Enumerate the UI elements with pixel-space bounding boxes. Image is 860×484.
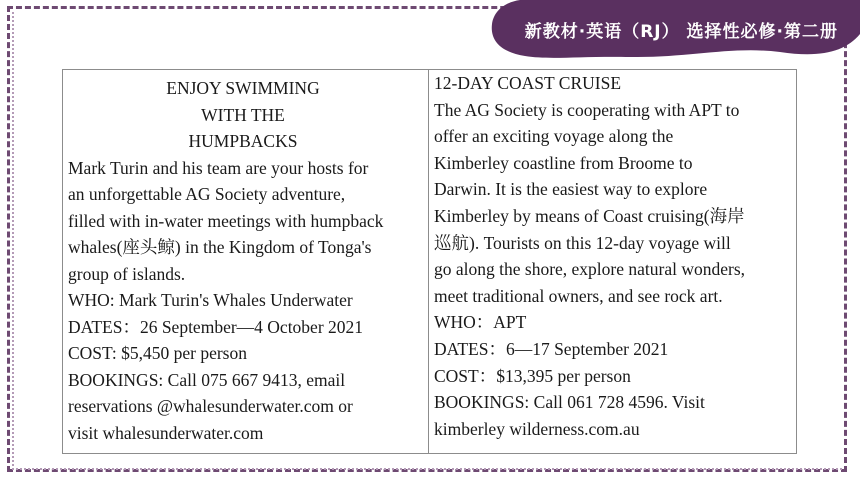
ad-humpbacks — [63, 70, 429, 453]
ad-text-line: offer an exciting voyage along the — [434, 126, 674, 147]
ad-bookings: BOOKINGS: Call 075 667 9413, email — [68, 369, 346, 390]
ad-dates: DATES：26 September—4 October 2021 — [68, 316, 364, 337]
ad-text-line: reservations @whalesunderwater.com or — [68, 396, 353, 416]
ad-text-line: filled with in-water meetings with humpback — [68, 210, 384, 231]
ad-dates: DATES：6—17 September 2021 — [434, 338, 669, 359]
ad-text-line: whales(座头鲸) in the Kingdom of Tonga's — [68, 237, 372, 257]
ad-who: WHO：APT — [434, 312, 527, 333]
ad-table — [62, 69, 797, 454]
ad-text-line: an unforgettable AG Society adventure, — [68, 184, 346, 204]
ad-text-line: Mark Turin and his team are your hosts for — [68, 157, 369, 178]
ad-text-line: Kimberley coastline from Broome to — [434, 152, 693, 173]
ad-text-line: The AG Society is cooperating with APT to — [434, 99, 740, 120]
ad-text-line: Kimberley by means of Coast cruising(海岸 — [434, 205, 745, 226]
ad-text-line: kimberley wilderness.com.au — [434, 418, 640, 439]
ad-title-line: WITH THE — [201, 104, 285, 125]
ad-who: WHO: Mark Turin's Whales Underwater — [68, 290, 353, 310]
ad-coast-cruise-title: 12-DAY COAST CRUISE — [434, 73, 622, 93]
ad-text-line: 巡航). Tourists on this 12-day voyage will — [434, 232, 731, 253]
ad-text-line: go along the shore, explore natural wonders, — [434, 259, 746, 280]
ad-text-line: visit whalesunderwater.com — [68, 422, 264, 443]
ad-cost: COST：$13,395 per person — [434, 365, 631, 386]
ad-text-line: group of islands. — [68, 263, 186, 284]
ad-text-line: Darwin. It is the easiest way to explore — [434, 179, 708, 200]
ad-cost: COST: $5,450 per person — [68, 343, 247, 363]
ad-coast-cruise — [429, 70, 796, 453]
header-banner-text: 新教材·英语（RJ） 选择性必修·第二册 — [524, 22, 838, 42]
ad-title-line: ENJOY SWIMMING — [166, 78, 320, 98]
ad-title-line: HUMPBACKS — [188, 131, 298, 151]
ad-bookings: BOOKINGS: Call 061 728 4596. Visit — [434, 392, 705, 413]
ad-humpbacks-title — [68, 75, 428, 155]
ad-text-line: meet traditional owners, and see rock art. — [434, 285, 723, 306]
